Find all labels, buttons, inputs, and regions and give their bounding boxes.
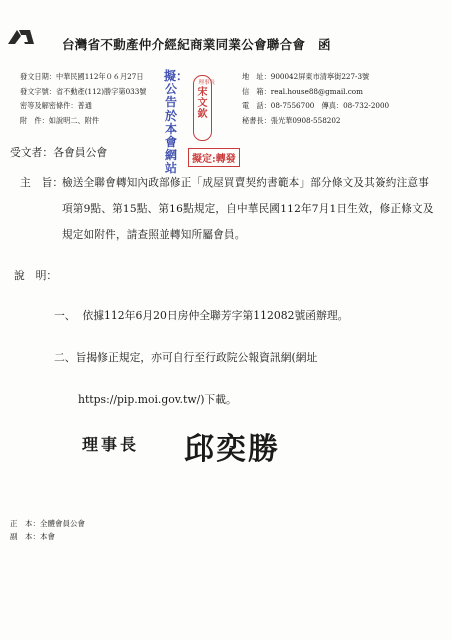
distribution-block: [10, 517, 85, 543]
subject-label: 主 旨：: [20, 176, 64, 189]
meta-row: 附 件：如說明二、附件: [20, 115, 100, 125]
meta-row: 發文日期：中華民國112年０６月27日: [20, 72, 144, 81]
distribution-row: 正 本：全體會員公會: [10, 519, 85, 528]
blue-approval-stamp: 擬：公告於本會網站: [164, 69, 189, 176]
meta-row: 密等及解密條件：普通: [20, 101, 92, 110]
meta-left-block: [20, 70, 147, 128]
explanation-url-line: https://pip.moi.gov.tw/)下載。: [78, 393, 237, 406]
meta-row: 地 址：900042屏東市清寧街227-3號: [242, 72, 370, 81]
explanation-item: 一、 依據112年6月20日房仲全聯芳字第112082號函辦理。: [54, 309, 349, 322]
document-title: 台灣省不動產仲介經紀商業同業公會聯合會 函: [62, 37, 331, 52]
signature-title: 理事長: [82, 435, 140, 454]
chairman-red-seal: [193, 75, 216, 141]
meta-row: 發文字號：省不動產(112)勝字第033號: [20, 86, 147, 96]
meta-row: 秘書長：張光華0908-558202: [242, 115, 341, 125]
signature-name: 邱奕勝: [184, 432, 280, 467]
forward-stamp: 擬定:轉發: [188, 148, 240, 167]
recipient-line: [10, 145, 107, 160]
distribution-row: 副 本：本會: [10, 532, 55, 541]
meta-right-block: [242, 70, 389, 128]
seal-name: 宋文欽: [197, 87, 208, 120]
association-logo-icon: [6, 26, 36, 46]
seal-title: 理事長: [198, 80, 216, 86]
meta-row: 電 話：08-7556700 傳真：08-732-2000: [242, 101, 390, 110]
explanation-label: 說 明：: [14, 269, 58, 282]
recipient-value: 各會員公會: [53, 146, 108, 159]
subject-text: 檢送全聯會轉知內政部修正「成屋買賣契約書範本」部分條文及其簽約注意事項第9點、第15點、第16點規定，自中華民國112年7月1日生效，修正條文及規定如附件，請查照並轉知所屬會員。: [62, 177, 434, 241]
explanation-item: 二、旨揭修正規定，亦可自行至行政院公報資訊網(網址: [54, 351, 318, 364]
meta-row: 信 箱：real.house88@gmail.com: [242, 86, 363, 96]
recipient-label: 受文者：: [10, 146, 54, 159]
